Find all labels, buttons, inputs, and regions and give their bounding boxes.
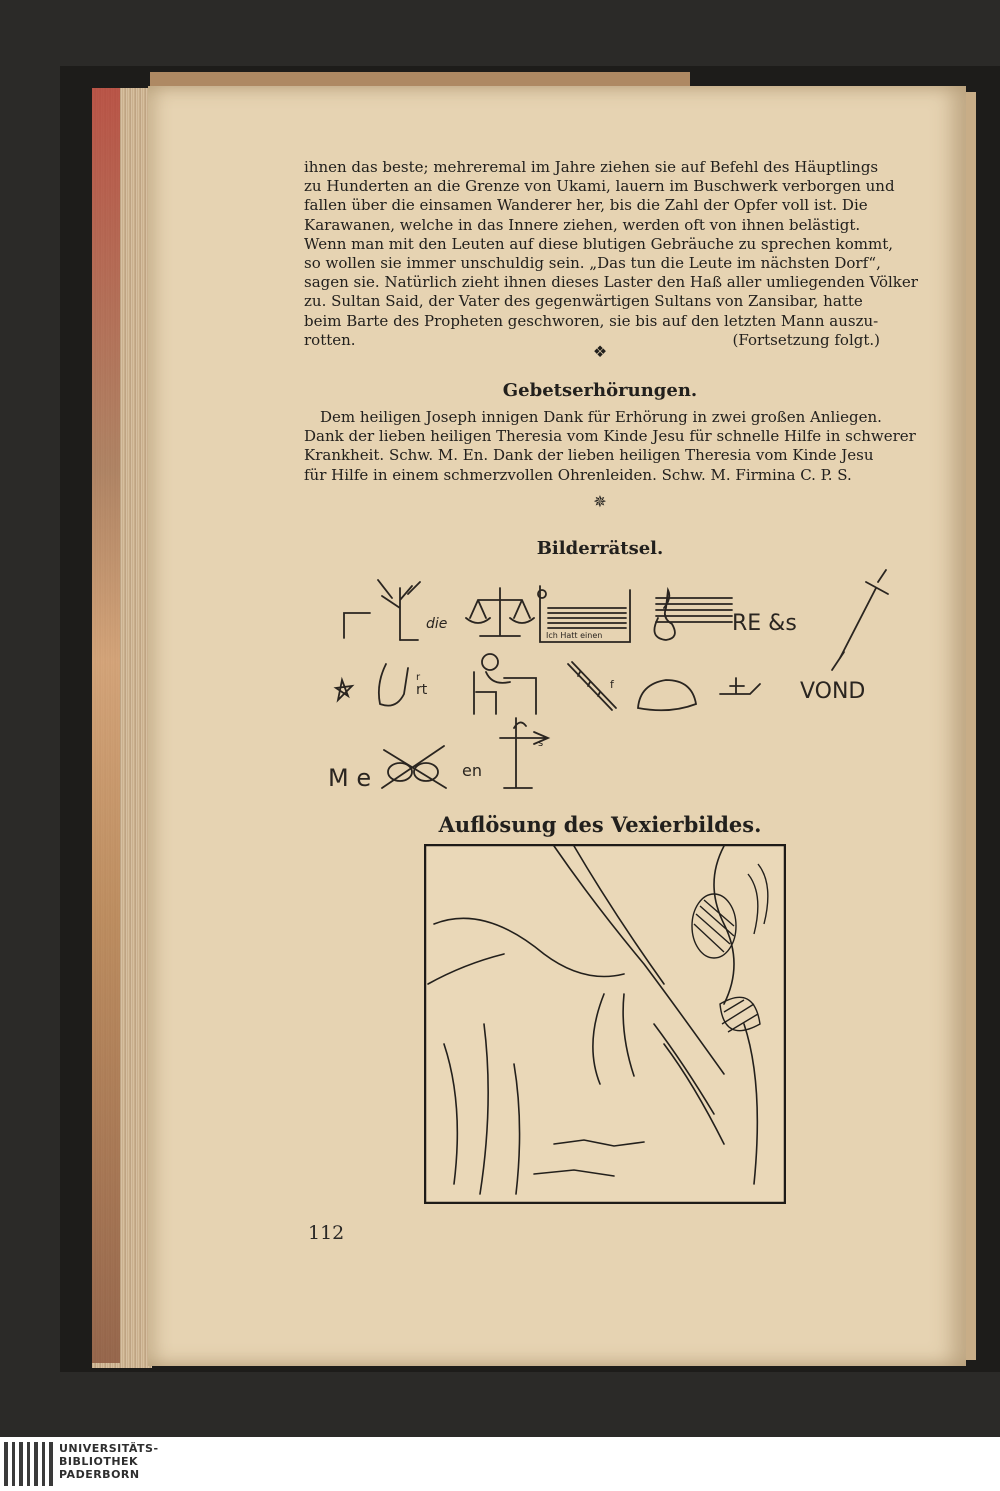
rebus-text-rt: rt bbox=[416, 682, 428, 698]
article-paragraph bbox=[304, 158, 918, 350]
text-line: zu. Sultan Said, der Vater des gegenwärtigen Sultans von Zansibar, hatte bbox=[304, 292, 863, 311]
prayers-heading: Gebetserhörungen. bbox=[502, 380, 698, 401]
text-line: rotten. bbox=[304, 330, 356, 349]
rebus-text-die: die bbox=[426, 616, 448, 632]
ladder-icon bbox=[720, 678, 760, 694]
prayers-paragraph bbox=[304, 408, 916, 485]
rebus-text-me: M e bbox=[328, 764, 372, 792]
library-logo-icon bbox=[4, 1442, 56, 1486]
treble-clef-icon bbox=[654, 590, 732, 640]
star-icon bbox=[336, 680, 352, 700]
text-line: Karawanen, welche in das Innere ziehen, werden oft von ihnen belästigt. bbox=[304, 215, 861, 234]
text-line: fallen über die einsamen Wanderer her, bis die Zahl der Opfer voll ist. Die bbox=[304, 196, 868, 215]
text-line: Wenn man mit den Leuten auf diese blutigen Gebräuche zu sprechen kommt, bbox=[304, 234, 893, 253]
violins-icon bbox=[382, 746, 446, 788]
rebus-heading: Bilderrätsel. bbox=[536, 538, 664, 559]
weathervane-icon bbox=[500, 718, 548, 788]
text-line: ihnen das beste; mehreremal im Jahre ziehen sie auf Befehl des Häuptlings bbox=[304, 158, 879, 176]
text-line: beim Barte des Propheten geschworen, sie bis auf den letzten Mann auszu- bbox=[304, 311, 879, 330]
library-name-line: UNIVERSITÄTS- bbox=[59, 1442, 159, 1455]
text-line: für Hilfe in einem schmerzvollen Ohrenleiden. Schw. M. Firmina C. P. S. bbox=[304, 465, 852, 484]
tree-icon bbox=[344, 580, 420, 640]
rebus-text-r: r bbox=[416, 672, 421, 683]
writer-at-desk-icon bbox=[474, 654, 536, 714]
section-ornament: ❖ bbox=[592, 342, 608, 361]
text-line: Dem heiligen Joseph innigen Dank für Erhörung in zwei großen Anliegen. bbox=[320, 408, 882, 426]
text-line: zu Hunderten an die Grenze von Ukami, lauern im Buschwerk verborgen und bbox=[304, 177, 895, 196]
section-ornament: ✵ bbox=[593, 492, 607, 511]
solution-heading: Auflösung des Vexierbildes. bbox=[438, 812, 762, 837]
rebus-note-caption: Ich Hatt einen bbox=[546, 631, 603, 640]
rebus-text-s: s bbox=[538, 738, 544, 749]
rebus-drawing bbox=[320, 568, 900, 808]
continuation-note: (Fortsetzung folgt.) bbox=[732, 330, 880, 349]
text-line: sagen sie. Natürlich zieht ihnen dieses Laster den Haß aller umliegenden Völker bbox=[304, 273, 918, 292]
text-line: Krankheit. Schw. M. En. Dank der lieben heiligen Theresia vom Kinde Jesu bbox=[304, 446, 874, 465]
rebus-text-re-s: RE &s bbox=[732, 611, 797, 636]
rebus-text-vond: VOND bbox=[800, 679, 866, 704]
rock-icon bbox=[638, 680, 696, 710]
boot-icon bbox=[379, 664, 408, 706]
rebus-text-f: f bbox=[610, 678, 614, 691]
text-line: Dank der lieben heiligen Theresia vom Kinde Jesu für schnelle Hilfe in schwerer bbox=[304, 427, 916, 446]
text-line: so wollen sie immer unschuldig sein. „Das tun die Leute im nächsten Dorf“, bbox=[304, 254, 881, 273]
sword-icon bbox=[832, 570, 888, 670]
flute-icon bbox=[568, 662, 616, 710]
library-name-line: BIBLIOTHEK bbox=[59, 1455, 139, 1468]
rebus-text-en: en bbox=[462, 761, 482, 780]
vexierbild-drawing bbox=[424, 844, 786, 1204]
library-name-line: PADERBORN bbox=[59, 1468, 140, 1481]
page-number: 112 bbox=[308, 1222, 345, 1244]
scale-icon bbox=[466, 588, 534, 636]
page-edge-stain bbox=[92, 88, 120, 1363]
